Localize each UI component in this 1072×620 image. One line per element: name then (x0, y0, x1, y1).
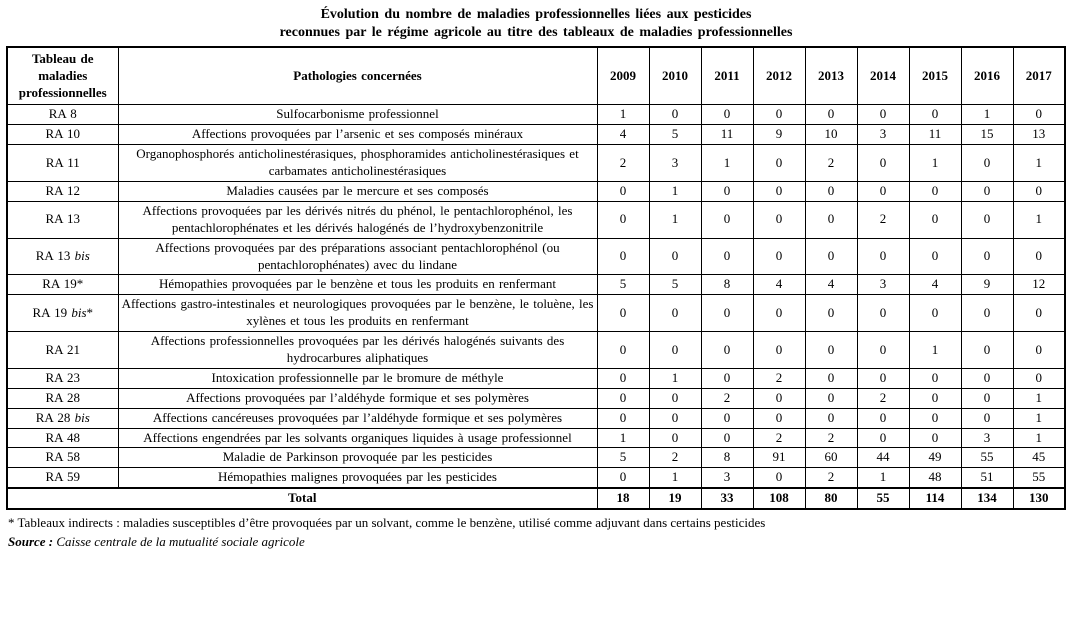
value-cell: 0 (909, 295, 961, 332)
value-cell: 0 (1013, 332, 1065, 369)
table-row (7, 388, 1065, 408)
value-cell: 1 (597, 105, 649, 125)
document-title (0, 0, 1072, 42)
value-cell: 0 (701, 368, 753, 388)
table-row (7, 275, 1065, 295)
row-code-cell: RA 28 (7, 388, 118, 408)
value-cell: 0 (857, 408, 909, 428)
value-cell: 1 (649, 181, 701, 201)
value-cell: 0 (1013, 105, 1065, 125)
total-row (7, 488, 1065, 509)
year-header-cell: 2011 (701, 47, 753, 105)
value-cell: 9 (753, 125, 805, 145)
pathology-cell: Maladie de Parkinson provoquée par les pesticides (118, 448, 597, 468)
value-cell: 2 (701, 388, 753, 408)
value-cell: 0 (649, 428, 701, 448)
table-row (7, 295, 1065, 332)
bis-label: bis (70, 248, 90, 264)
value-cell: 91 (753, 448, 805, 468)
title-line-1: Évolution du nombre de maladies professionnelles liées aux pesticides (320, 7, 752, 22)
year-header-cell: 2012 (753, 47, 805, 105)
value-cell: 2 (857, 201, 909, 238)
table-row (7, 105, 1065, 125)
value-cell: 11 (701, 125, 753, 145)
value-cell: 0 (753, 295, 805, 332)
table-row (7, 408, 1065, 428)
pathology-cell: Intoxication professionnelle par le bromure de méthyle (118, 368, 597, 388)
year-header-cell: 2014 (857, 47, 909, 105)
table-row (7, 428, 1065, 448)
value-cell: 0 (805, 238, 857, 275)
row-code-cell: RA 59 (7, 468, 118, 488)
value-cell: 0 (701, 332, 753, 369)
value-cell: 4 (909, 275, 961, 295)
value-cell: 0 (805, 105, 857, 125)
row-code-cell: RA 13 (7, 201, 118, 238)
row-code-cell: RA 23 (7, 368, 118, 388)
value-cell: 0 (701, 105, 753, 125)
value-cell: 0 (805, 408, 857, 428)
value-cell: 0 (597, 368, 649, 388)
table-row (7, 125, 1065, 145)
title-line-2: reconnues par le régime agricole au titre des tableaux de maladies professionnelles (279, 25, 793, 41)
value-cell: 2 (805, 468, 857, 488)
table-row (7, 145, 1065, 182)
mp-table (6, 46, 1066, 510)
pathology-cell: Affections engendrées par les solvants organiques liquides à usage professionnel (118, 428, 597, 448)
row-code-cell: RA 48 (7, 428, 118, 448)
header-pathologies-col: Pathologies concernées (118, 47, 597, 105)
value-cell: 0 (753, 468, 805, 488)
value-cell: 0 (961, 408, 1013, 428)
value-cell: 0 (1013, 368, 1065, 388)
pathology-cell: Affections cancéreuses provoquées par l’aldéhyde formique et ses polymères (118, 408, 597, 428)
source-line (8, 533, 1072, 552)
value-cell: 2 (753, 368, 805, 388)
value-cell: 0 (597, 295, 649, 332)
year-header-cell: 2010 (649, 47, 701, 105)
value-cell: 0 (597, 468, 649, 488)
value-cell: 0 (701, 181, 753, 201)
value-cell: 0 (1013, 181, 1065, 201)
value-cell: 0 (857, 332, 909, 369)
value-cell: 0 (649, 332, 701, 369)
row-code-cell: RA 21 (7, 332, 118, 369)
pathology-cell: Affections provoquées par l’arsenic et ses composés minéraux (118, 125, 597, 145)
value-cell: 0 (649, 105, 701, 125)
row-code-cell: RA 10 (7, 125, 118, 145)
header-tableau-col: Tableau de maladies professionnelles (7, 47, 118, 105)
value-cell: 3 (857, 125, 909, 145)
value-cell: 1 (1013, 388, 1065, 408)
value-cell: 0 (961, 145, 1013, 182)
value-cell: 12 (1013, 275, 1065, 295)
pathology-cell: Affections provoquées par les dérivés nitrés du phénol, le pentachlorophénol, les pentachlorophénates et les dérivés halogénés de l’hydroxybenzonitrile (118, 201, 597, 238)
value-cell: 3 (701, 468, 753, 488)
value-cell: 55 (1013, 468, 1065, 488)
value-cell: 1 (961, 105, 1013, 125)
value-cell: 1 (909, 145, 961, 182)
value-cell: 0 (961, 181, 1013, 201)
value-cell: 0 (701, 295, 753, 332)
value-cell: 0 (857, 428, 909, 448)
pathology-cell: Affections provoquées par des préparations associant pentachlorophénol (ou pentachlorophénates) avec du lindane (118, 238, 597, 275)
value-cell: 0 (805, 368, 857, 388)
value-cell: 0 (649, 388, 701, 408)
value-cell: 0 (649, 238, 701, 275)
total-value-cell: 33 (701, 488, 753, 509)
value-cell: 0 (753, 105, 805, 125)
row-code-cell: RA 12 (7, 181, 118, 201)
pathology-cell: Organophosphorés anticholinestérasiques, phosphoramides anticholinestérasiques et carbamates anticholinestérasiques (118, 145, 597, 182)
value-cell: 0 (805, 201, 857, 238)
value-cell: 5 (649, 125, 701, 145)
value-cell: 45 (1013, 448, 1065, 468)
bis-label: bis (67, 304, 87, 320)
row-code-cell: RA 13 bis (7, 238, 118, 275)
value-cell: 4 (753, 275, 805, 295)
value-cell: 3 (857, 275, 909, 295)
value-cell: 0 (805, 388, 857, 408)
source-label: Source : (8, 533, 54, 549)
value-cell: 1 (1013, 428, 1065, 448)
pathology-cell: Affections professionnelles provoquées par les dérivés halogénés suivants des hydrocarbures aliphatiques (118, 332, 597, 369)
value-cell: 0 (701, 238, 753, 275)
total-value-cell: 108 (753, 488, 805, 509)
table-row (7, 181, 1065, 201)
value-cell: 2 (597, 145, 649, 182)
table-row (7, 332, 1065, 369)
year-header-cell: 2015 (909, 47, 961, 105)
pathology-cell: Hémopathies malignes provoquées par les pesticides (118, 468, 597, 488)
value-cell: 0 (909, 428, 961, 448)
row-code-cell: RA 19* (7, 275, 118, 295)
value-cell: 0 (753, 238, 805, 275)
value-cell: 1 (701, 145, 753, 182)
pathology-cell: Affections provoquées par l’aldéhyde formique et ses polymères (118, 388, 597, 408)
value-cell: 0 (857, 145, 909, 182)
value-cell: 3 (649, 145, 701, 182)
year-header-cell: 2013 (805, 47, 857, 105)
value-cell: 0 (857, 105, 909, 125)
total-value-cell: 55 (857, 488, 909, 509)
value-cell: 0 (1013, 295, 1065, 332)
value-cell: 0 (753, 388, 805, 408)
table-row (7, 368, 1065, 388)
value-cell: 0 (961, 368, 1013, 388)
value-cell: 0 (701, 428, 753, 448)
value-cell: 4 (597, 125, 649, 145)
value-cell: 0 (909, 388, 961, 408)
value-cell: 1 (649, 468, 701, 488)
total-value-cell: 19 (649, 488, 701, 509)
value-cell: 2 (805, 145, 857, 182)
value-cell: 0 (701, 408, 753, 428)
value-cell: 49 (909, 448, 961, 468)
value-cell: 9 (961, 275, 1013, 295)
value-cell: 1 (649, 368, 701, 388)
table-row (7, 468, 1065, 488)
total-value-cell: 18 (597, 488, 649, 509)
value-cell: 0 (961, 295, 1013, 332)
value-cell: 0 (597, 201, 649, 238)
row-code-cell: RA 8 (7, 105, 118, 125)
table-row (7, 238, 1065, 275)
value-cell: 0 (961, 388, 1013, 408)
total-value-cell: 80 (805, 488, 857, 509)
value-cell: 0 (961, 332, 1013, 369)
value-cell: 0 (753, 408, 805, 428)
pathology-cell: Sulfocarbonisme professionnel (118, 105, 597, 125)
value-cell: 11 (909, 125, 961, 145)
value-cell: 0 (753, 181, 805, 201)
value-cell: 0 (753, 332, 805, 369)
row-code-cell: RA 11 (7, 145, 118, 182)
value-cell: 1 (597, 428, 649, 448)
value-cell: 0 (597, 238, 649, 275)
value-cell: 0 (805, 295, 857, 332)
value-cell: 48 (909, 468, 961, 488)
asterisk-note: * Tableaux indirects : maladies susceptibles d’être provoquées par un solvant, comme le benzène, utilisé comme adjuvant dans certains pesticides (8, 515, 766, 531)
value-cell: 0 (1013, 238, 1065, 275)
value-cell: 1 (857, 468, 909, 488)
value-cell: 15 (961, 125, 1013, 145)
value-cell: 60 (805, 448, 857, 468)
value-cell: 51 (961, 468, 1013, 488)
table-row (7, 201, 1065, 238)
value-cell: 2 (649, 448, 701, 468)
value-cell: 0 (805, 181, 857, 201)
value-cell: 0 (857, 368, 909, 388)
value-cell: 13 (1013, 125, 1065, 145)
total-label-cell: Total (7, 488, 597, 509)
value-cell: 0 (909, 201, 961, 238)
value-cell: 3 (961, 428, 1013, 448)
value-cell: 8 (701, 275, 753, 295)
value-cell: 0 (597, 388, 649, 408)
value-cell: 2 (753, 428, 805, 448)
year-header-cell: 2009 (597, 47, 649, 105)
row-code-cell: RA 19 bis* (7, 295, 118, 332)
pathology-cell: Hémopathies provoquées par le benzène et tous les produits en renfermant (118, 275, 597, 295)
value-cell: 0 (597, 408, 649, 428)
value-cell: 0 (909, 408, 961, 428)
value-cell: 5 (597, 275, 649, 295)
value-cell: 0 (753, 201, 805, 238)
value-cell: 1 (649, 201, 701, 238)
value-cell: 44 (857, 448, 909, 468)
total-value-cell: 130 (1013, 488, 1065, 509)
row-code-cell: RA 28 bis (7, 408, 118, 428)
value-cell: 0 (597, 332, 649, 369)
value-cell: 0 (753, 145, 805, 182)
value-cell: 55 (961, 448, 1013, 468)
value-cell: 0 (649, 408, 701, 428)
value-cell: 0 (961, 238, 1013, 275)
value-cell: 4 (805, 275, 857, 295)
table-head (7, 47, 1065, 105)
value-cell: 2 (857, 388, 909, 408)
value-cell: 0 (857, 181, 909, 201)
table-body (7, 105, 1065, 509)
value-cell: 2 (805, 428, 857, 448)
value-cell: 8 (701, 448, 753, 468)
value-cell: 10 (805, 125, 857, 145)
value-cell: 0 (701, 201, 753, 238)
value-cell: 1 (1013, 201, 1065, 238)
value-cell: 5 (649, 275, 701, 295)
value-cell: 1 (909, 332, 961, 369)
year-header-cell: 2016 (961, 47, 1013, 105)
source-text: Caisse centrale de la mutualité sociale agricole (56, 533, 305, 549)
year-header-cell: 2017 (1013, 47, 1065, 105)
header-row (7, 47, 1065, 105)
value-cell: 0 (961, 201, 1013, 238)
value-cell: 0 (805, 332, 857, 369)
value-cell: 1 (1013, 408, 1065, 428)
value-cell: 0 (909, 105, 961, 125)
value-cell: 0 (909, 181, 961, 201)
pathology-cell: Affections gastro-intestinales et neurologiques provoquées par le benzène, le toluène, les xylènes et tous les produits en renfermant (118, 295, 597, 332)
value-cell: 0 (909, 238, 961, 275)
table-row (7, 448, 1065, 468)
value-cell: 0 (649, 295, 701, 332)
pathology-cell: Maladies causées par le mercure et ses composés (118, 181, 597, 201)
bis-label: bis (70, 409, 90, 425)
value-cell: 0 (909, 368, 961, 388)
value-cell: 0 (857, 238, 909, 275)
total-value-cell: 114 (909, 488, 961, 509)
total-value-cell: 134 (961, 488, 1013, 509)
footnotes (8, 514, 1072, 552)
value-cell: 0 (597, 181, 649, 201)
value-cell: 5 (597, 448, 649, 468)
row-code-cell: RA 58 (7, 448, 118, 468)
value-cell: 1 (1013, 145, 1065, 182)
value-cell: 0 (857, 295, 909, 332)
